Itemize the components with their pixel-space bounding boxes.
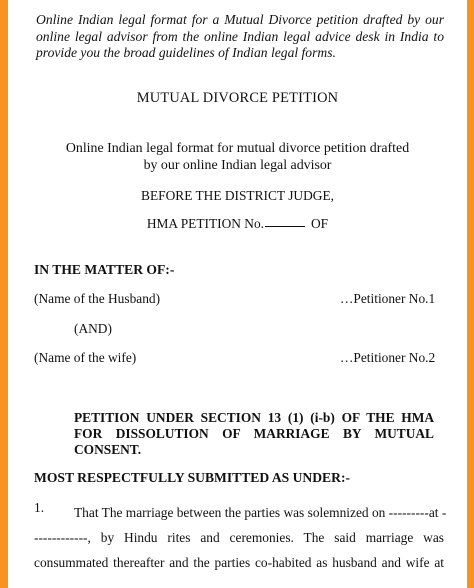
subtitle-line-2: by our online Indian legal advisor <box>143 158 332 173</box>
petitioner-2-label: …Petitioner No.2 <box>340 350 436 365</box>
husband-name-placeholder: (Name of the Husband) <box>34 291 161 306</box>
wife-name-placeholder: (Name of the wife) <box>34 350 137 365</box>
hma-petition-number <box>8 216 467 232</box>
paragraph-1-line-2: ------------, by Hindu rites and ceremonies. The said marriage was <box>34 530 444 545</box>
document-title: MUTUAL DIVORCE PETITION <box>136 90 339 106</box>
document-subtitle <box>8 140 467 174</box>
document-page <box>8 0 467 588</box>
paragraph-1-line-1: That The marriage between the parties was solemnized on ---------at - <box>74 505 447 520</box>
hma-petition-prefix: HMA PETITION No. <box>146 216 265 231</box>
petitioner-1-label: …Petitioner No.1 <box>340 291 436 306</box>
and-separator: (AND) <box>74 321 112 336</box>
paragraph-1 <box>34 500 447 575</box>
matter-heading: IN THE MATTER OF:- <box>34 262 175 277</box>
petition-number-blank <box>265 226 305 227</box>
intro-text: Online Indian legal format for a Mutual Divorce petition drafted by our online legal advisor from the online Indian legal advice desk in India to provide you the broad guidelines of Indian legal forms. <box>36 12 444 60</box>
subtitle-line-1: Online Indian legal format for mutual divorce petition drafted <box>65 141 410 156</box>
paragraph-1-line-3: consummated thereafter and the parties co-habited as husband and wife at <box>34 555 444 570</box>
submitted-heading: MOST RESPECTFULLY SUBMITTED AS UNDER:- <box>34 470 350 485</box>
paragraph-number: 1. <box>34 500 45 515</box>
court-heading: BEFORE THE DISTRICT JUDGE, <box>141 188 334 203</box>
hma-petition-suffix: OF <box>311 216 329 231</box>
petition-heading: PETITION UNDER SECTION 13 (1) (i-b) OF THE HMA FOR DISSOLUTION OF MARRIAGE BY MUTUAL CONSENT. <box>74 410 434 457</box>
